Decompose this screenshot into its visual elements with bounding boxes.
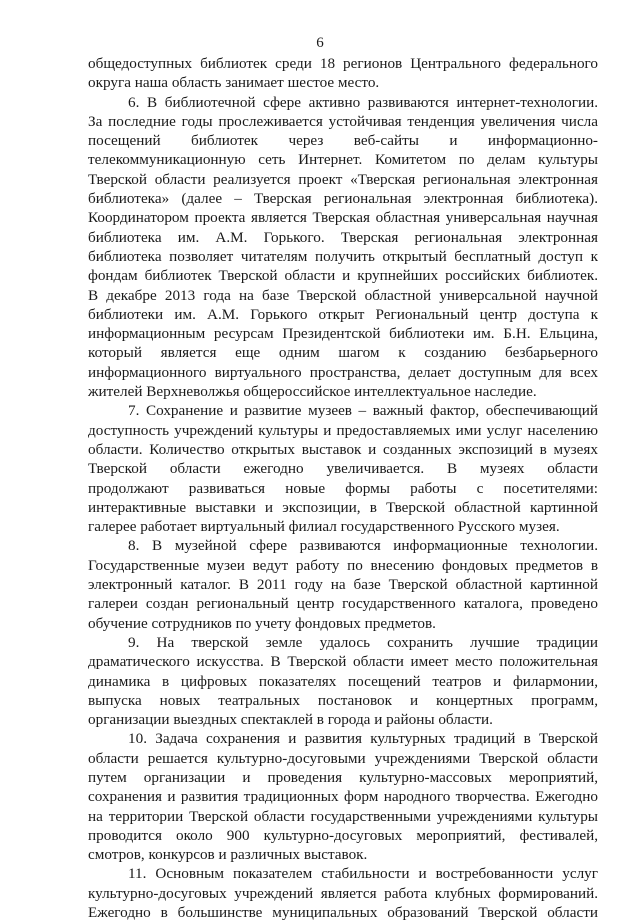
text-line: динамика в цифровых показателях посещений театров и филармонии,: [88, 672, 598, 690]
paragraph: [88, 633, 598, 729]
paragraph: [88, 54, 598, 93]
text-line: 9. На тверской земле удалось сохранить лучшие традиции: [128, 633, 598, 651]
text-line: на территории Тверской области государственными учреждениями культуры: [88, 807, 598, 825]
text-line: телекоммуникационную сеть Интернет. Комитетом по делам культуры: [88, 151, 598, 169]
paragraph: [88, 536, 598, 632]
text-line: библиотека позволяет читателям получить открытый бесплатный доступ к: [88, 247, 598, 265]
text-line: библиотека им. А.М. Горького. Тверская региональная электронная: [88, 228, 598, 246]
text-line: общедоступных библиотек среди 18 регионов Центрального федерального: [88, 55, 598, 72]
text-line: электронный каталог. В 2011 году на базе Тверской областной картинной: [88, 576, 598, 594]
text-line: путем организации и проведения культурно-массовых мероприятий,: [88, 768, 598, 786]
paragraph: [88, 864, 598, 922]
text-line: библиотеки им. А.М. Горького открыт Региональный центр доступа к: [88, 305, 598, 323]
text-line: драматического искусства. В Тверской области имеет место положительная: [88, 653, 598, 671]
text-line: 10. Задача сохранения и развития культурных традиций в Тверской: [128, 730, 598, 748]
text-line: жителей Верхневолжья общероссийское интеллектуальное наследие.: [88, 383, 537, 401]
text-line: организации выездных спектаклей в города и районы области.: [88, 711, 493, 729]
text-line: выпуска новых театральных постановок и концертных программ,: [88, 691, 598, 709]
text-line: В декабре 2013 года на базе Тверской областной универсальной научной: [88, 286, 598, 304]
text-line: информационного виртуального пространства, делает доступным для всех: [88, 363, 598, 381]
text-line: галереи создан региональный центр государственного каталога, проведено: [88, 595, 598, 613]
text-line: Ежегодно в большинстве муниципальных образований Тверской области: [88, 904, 598, 922]
text-line: сохранения и развития традиционных форм народного творчества. Ежегодно: [88, 788, 598, 806]
page-number: 6: [316, 35, 324, 51]
text-line: 11. Основным показателем стабильности и востребованности услуг: [128, 865, 598, 883]
paragraph: [88, 729, 598, 864]
text-line: округа наша область занимает шестое место.: [88, 74, 380, 92]
text-line: Координатором проекта является Тверская областная универсальная научная: [88, 209, 598, 227]
text-line: Государственные музеи ведут работу по внесению фондовых предметов в: [88, 556, 598, 574]
text-line: культурно-досуговых учреждений является работа клубных формирований.: [88, 884, 598, 902]
text-line: проводится около 900 культурно-досуговых мероприятий, фестивалей,: [88, 826, 598, 844]
text-line: области решается культурно-досуговыми учреждениями Тверской области: [88, 749, 598, 767]
text-line: смотров, конкурсов и различных выставок.: [88, 846, 368, 864]
text-line: обучение сотрудников по учету фондовых предметов.: [88, 614, 436, 632]
text-line: Тверской области реализуется проект «Тверская региональная электронная: [88, 170, 598, 188]
text-line: 7. Сохранение и развитие музеев – важный фактор, обеспечивающий: [128, 402, 598, 420]
text-line: фондам библиотек Тверской области и крупнейших российских библиотек.: [88, 267, 598, 285]
text-line: галерее работает виртуальный филиал государственного Русского музея.: [88, 518, 560, 536]
document-body: [88, 54, 598, 922]
paragraph: [88, 401, 598, 536]
text-line: информационным ресурсам Президентской библиотеки им. Б.Н. Ельцина,: [88, 325, 598, 343]
text-line: Тверской области ежегодно увеличивается. В музеях области: [88, 460, 598, 478]
text-line: интерактивные выставки и экспозиции, в Тверской областной картинной: [88, 498, 598, 516]
text-line: продолжают развиваться новые формы работы с посетителями:: [88, 479, 598, 497]
text-line: доступность учреждений культуры и предоставляемых ими услуг населению: [88, 421, 598, 439]
text-line: За последние годы прослеживается устойчивая тенденция увеличения числа: [88, 112, 598, 130]
text-line: области. Количество открытых выставок и созданных экспозиций в музеях: [88, 440, 598, 458]
text-line: 6. В библиотечной сфере активно развиваются интернет-технологии.: [128, 93, 598, 111]
text-line: который является еще одним шагом к созданию безбарьерного: [88, 344, 598, 362]
text-line: посещений библиотек через веб-сайты и информационно-: [88, 132, 598, 150]
paragraph: [88, 93, 598, 402]
text-line: 8. В музейной сфере развиваются информационные технологии.: [128, 537, 598, 555]
text-line: библиотека» (далее – Тверская региональная электронная библиотека).: [88, 190, 598, 208]
